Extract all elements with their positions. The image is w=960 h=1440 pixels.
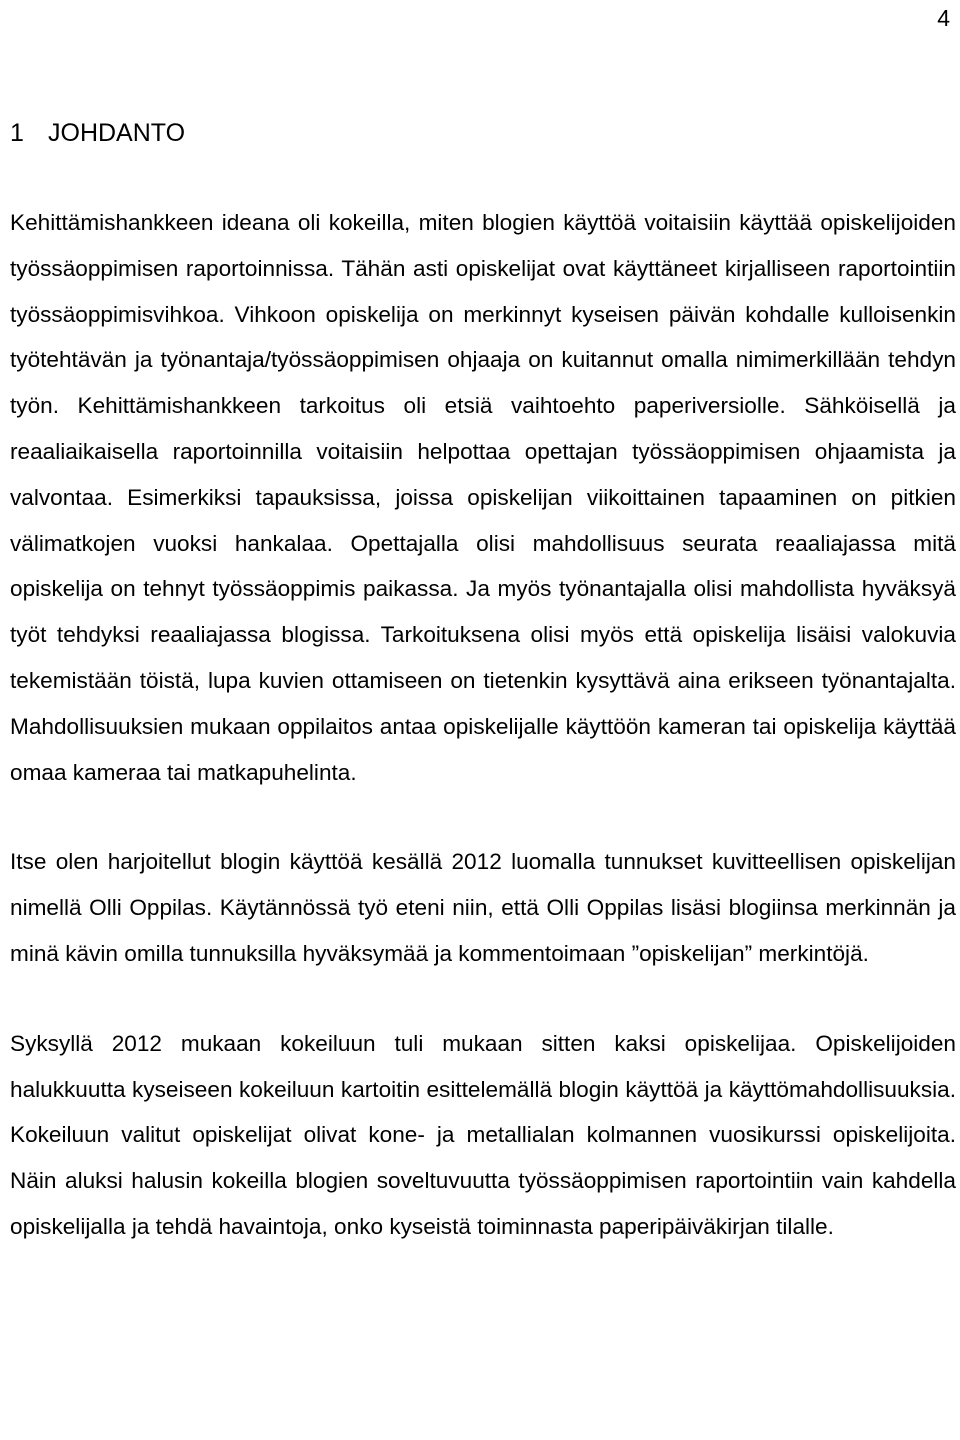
- paragraph-3: Syksyllä 2012 mukaan kokeiluun tuli mukaan sitten kaksi opiskelijaa. Opiskelijoiden halukkuutta kyseiseen kokeiluun kartoitin esittelemällä blogin käyttöä ja käyttömahdollisuuksia. Kokeiluun valitut opiskelijat olivat kone- ja metallialan kolmannen vuosikurssi opiskelijoita. Näin aluksi halusin kokeilla blogien soveltuvuutta työssäoppimisen raportointiin vain kahdella opiskelijalla ja tehdä havaintoja, onko kyseistä toiminnasta paperipäiväkirjan tilalle.: [10, 1030, 956, 1239]
- section-title: JOHDANTO: [48, 119, 186, 147]
- paragraph-1: Kehittämishankkeen ideana oli kokeilla, miten blogien käyttöä voitaisiin käyttää opiskelijoiden työssäoppimisen raportoinnissa. Tähän asti opiskelijat ovat käyttäneet kirjalliseen raportointiin työssäoppimisvihkoa. Vihkoon opiskelija on merkinnyt kyseisen päivän kohdalle kulloisenkin työtehtävän ja työnantaja/työssäoppimisen ohjaaja on kuitannut omalla nimimerkillään tehdyn työn. Kehittämishankkeen tarkoitus oli etsiä vaihtoehto paperiversiolle. Sähköisellä ja reaaliaikaisella raportoinnilla voitaisiin helpottaa opettajan työssäoppimisen ohjaamista ja valvontaa. Esimerkiksi tapauksissa, joissa opiskelijan viikoittainen tapaaminen on pitkien välimatkojen vuoksi hankalaa. Opettajalla olisi mahdollisuus seurata reaaliajassa mitä opiskelija on tehnyt työssäoppimis paikassa. Ja myös työnantajalla olisi mahdollista hyväksyä työt tehdyksi reaaliajassa blogissa. Tarkoituksena olisi myös että opiskelija lisäisi valokuvia tekemistään töistä, lupa kuvien ottamiseen on tietenkin kysyttävä aina erikseen työnantajalta. Mahdollisuuksien mukaan oppilaitos antaa opiskelijalle käyttöön kameran tai opiskelija käyttää omaa kameraa tai matkapuhelinta.: [10, 210, 956, 785]
- section-number: 1: [10, 119, 24, 147]
- page-number: 4: [937, 5, 950, 31]
- document-body: [10, 118, 956, 1294]
- paragraph-2: Itse olen harjoitellut blogin käyttöä kesällä 2012 luomalla tunnukset kuvitteellisen opiskelijan nimellä Olli Oppilas. Käytännössä työ eteni niin, että Olli Oppilas lisäsi blogiinsa merkinnän ja minä kävin omilla tunnuksilla hyväksymää ja kommentoimaan ”opiskelijan” merkintöjä.: [10, 849, 956, 966]
- section-heading: [10, 118, 956, 148]
